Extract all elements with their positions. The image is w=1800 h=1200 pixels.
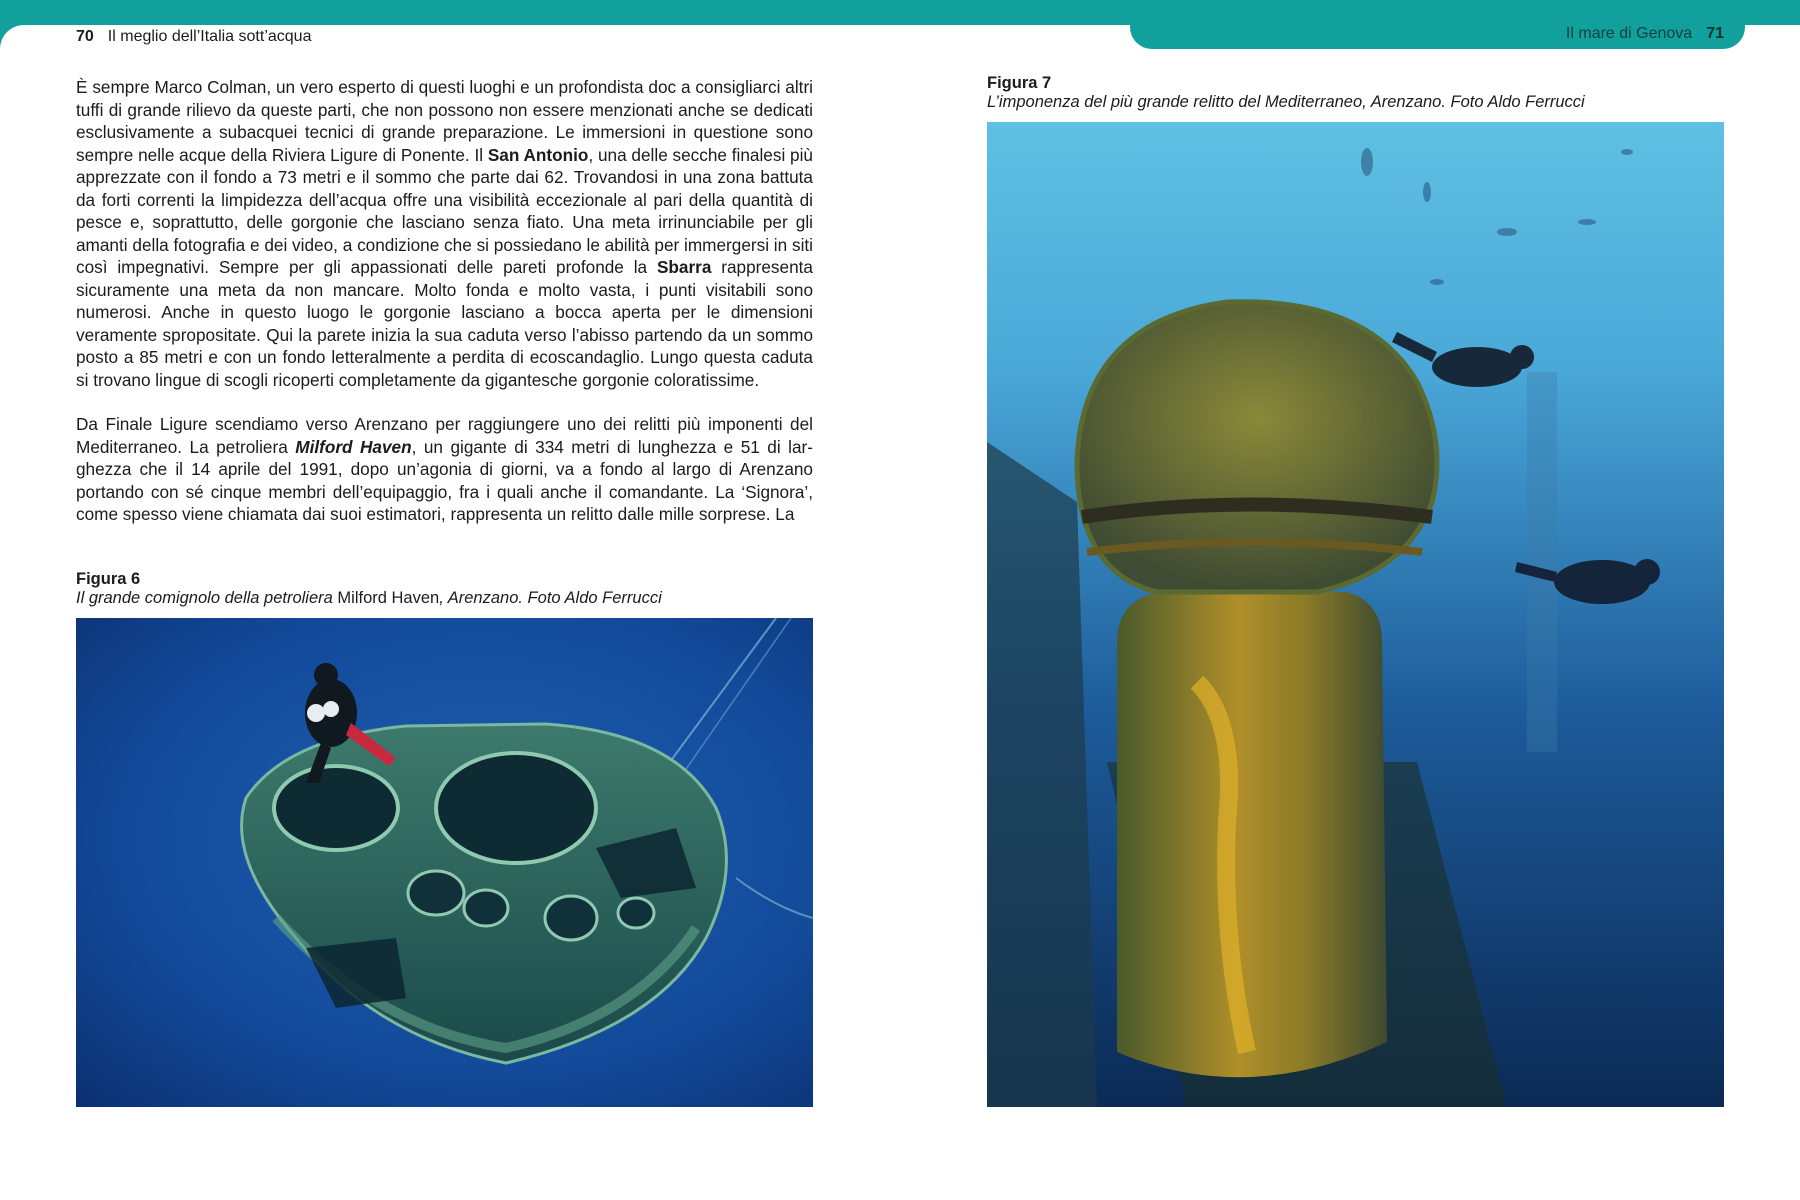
right-page-number: 71 xyxy=(1706,25,1724,42)
right-running-header xyxy=(1566,25,1724,43)
text-run: Sbarra xyxy=(656,257,712,277)
text-run: , un gigante di 334 metri di lunghezza e 51 di larghezza che il 14 aprile del 1991, dopo un’agonia di giorni, va a fondo al largo di Arenzano portando con sé cinque membri dell’equipaggio, fra i quali anche il comandante. La ‘Signora’, come spesso viene chiamata dai suoi estimatori, rappresenta un relitto dalle mille sorprese. La xyxy=(76,436,813,524)
paragraph-colman xyxy=(76,76,813,391)
figure-7-description: L’imponenza del più grande relitto del Mediterraneo, Arenzano. Foto Aldo Ferrucci xyxy=(987,93,1585,111)
figure-6-caption-post: , Arenzano. Foto Aldo Ferrucci xyxy=(439,589,662,607)
header-band xyxy=(0,0,1800,25)
figure-6-description xyxy=(76,589,813,608)
text-run: Milford Haven xyxy=(295,436,412,457)
body-text xyxy=(76,76,813,548)
figure-7-caption xyxy=(987,74,1724,112)
figure-6-label: Figura 6 xyxy=(76,570,141,588)
right-chapter-title: Il mare di Genova xyxy=(1565,25,1693,42)
left-running-header xyxy=(76,28,311,46)
figure-7-label: Figura 7 xyxy=(987,74,1052,92)
text-run: Da Finale Ligure scendiamo verso Arenzano per raggiungere uno dei relitti più imponenti del Mediterraneo. La petroliera xyxy=(76,414,813,457)
figure-7-photo xyxy=(987,122,1724,1107)
text-run: rappresenta sicuramente una meta da non mancare. Molto fonda e molto vasta, i punti visitabili sono numerosi. Anche in questo luogo le gorgonie lasciano a bocca aperta per le dimensioni veramente spropositate. Qui la parete inizia la sua caduta verso l’abisso partendo da un sommo posto a 85 metri e con un fondo letteralmente a perdita di ecoscandaglio. Lungo questa caduta si trovano lingue di scogli ricoperti completamente da gigantesche gorgonie coloratissime. xyxy=(76,257,813,390)
left-header-tab xyxy=(0,25,50,49)
left-page-number: 70 xyxy=(76,28,94,45)
paragraph-arenzano xyxy=(76,413,813,526)
left-book-title: Il meglio dell’Italia sott’acqua xyxy=(107,28,312,45)
text-run: È sempre Marco Colman, un vero esperto di questi luoghi e un profondista doc a consigliarci altri tuffi di grande rilievo da queste parti, che non possono non essere menzionati anche se dedicati esclusivamente a subacquei tecnici di grande preparazione. Le immersioni in questione sono sempre nelle acque della Riviera Ligure di Ponente. Il xyxy=(76,77,813,165)
text-run: , una delle secche finalesi più apprezzate con il fondo a 73 metri e il sommo che parte dai 62. Trovandosi in una zona battuta da forti correnti la limpidezza dell’acqua offre una visibilità eccezionale al pari della quantità di pesce e, soprattutto, delle gorgonie che lasciano senza fiato. Una meta irrinunciabile per gli amanti della fotografia e dei video, a condizione che si possiedano le abilità per immergersi in siti così impegnativi. Sempre per gli appassionati delle pareti profonde la xyxy=(76,144,813,277)
figure-6-caption-pre: Il grande comignolo della petroliera xyxy=(76,589,338,607)
figure-6-caption-ship-name: Milford Haven xyxy=(337,589,440,607)
text-run: San Antonio xyxy=(487,144,589,165)
figure-6-caption xyxy=(76,570,813,608)
figure-6-photo xyxy=(76,618,813,1107)
